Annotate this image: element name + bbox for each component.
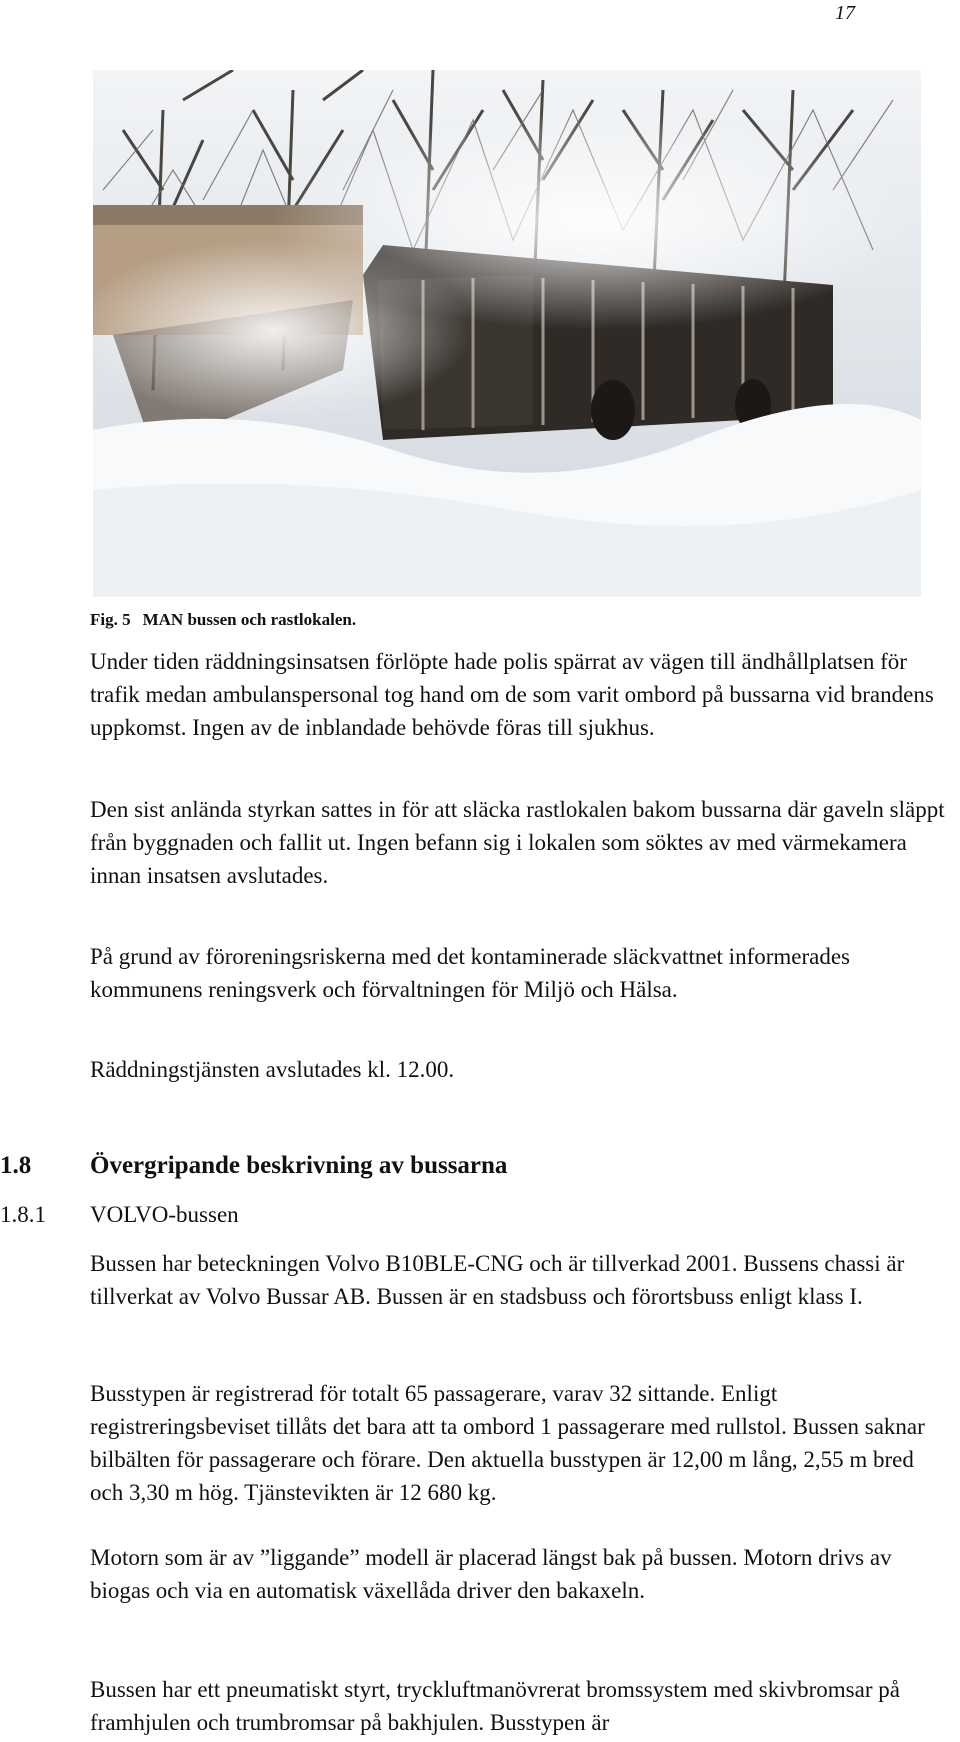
figure-caption <box>90 610 356 630</box>
subsection-title: VOLVO-bussen <box>90 1202 239 1227</box>
page-number: 17 <box>835 2 855 24</box>
sub-paragraph-4: Bussen har ett pneumatiskt styrt, tryckluftmanövrerat bromssystem med skivbromsar på framhjulen och trumbromsar på bakhjulen. Busstypen är <box>90 1677 900 1735</box>
subsection-heading <box>0 1202 239 1228</box>
sub-paragraph-2: Busstypen är registrerad för totalt 65 passagerare, varav 32 sittande. Enligt registreringsbeviset tillåts det bara att ta ombord 1 passagerare med rullstol. Bussen saknar bilbälten för passagerare och förare. Den aktuella busstypen är 12,00 m lång, 2,55 m bred och 3,30 m hög. Tjänstevikten är 12 680 kg. <box>90 1381 925 1505</box>
paragraph-2: Den sist anlända styrkan sattes in för att släcka rastlokalen bakom bussarna där gaveln släppt från byggnaden och fallit ut. Ingen befann sig i lokalen som söktes av med värmekamera innan insatsen avslutades. <box>90 797 945 888</box>
section-title: Övergripande beskrivning av bussarna <box>90 1152 508 1179</box>
sub-paragraph-3: Motorn som är av ”liggande” modell är placerad längst bak på bussen. Motorn drivs av biogas och via en automatisk växellåda driver den bakaxeln. <box>90 1545 892 1603</box>
paragraph-3: På grund av föroreningsriskerna med det kontaminerade släckvattnet informerades kommunens reningsverk och förvaltningen för Miljö och Hälsa. <box>90 944 851 1002</box>
sub-paragraph-1: Bussen har beteckningen Volvo B10BLE-CNG och är tillverkad 2001. Bussens chassi är tillverkat av Volvo Bussar AB. Bussen är en stadsbuss och förortsbuss enligt klass I. <box>90 1251 905 1309</box>
section-number: 1.8 <box>0 1152 32 1179</box>
figure-photo-burned-bus <box>93 70 921 597</box>
subsection-number: 1.8.1 <box>0 1202 46 1227</box>
paragraph-4: Räddningstjänsten avslutades kl. 12.00. <box>90 1057 455 1082</box>
figure-caption-text: MAN bussen och rastlokalen. <box>142 610 357 629</box>
paragraph-1: Under tiden räddningsinsatsen förlöpte hade polis spärrat av vägen till ändhållplatsen för trafik medan ambulanspersonal tog hand om de som varit ombord på bussarna vid brandens uppkomst. Ingen av de inblandade behövde föras till sjukhus. <box>90 649 934 740</box>
section-heading <box>0 1152 507 1180</box>
figure-label: Fig. 5 <box>90 610 131 629</box>
